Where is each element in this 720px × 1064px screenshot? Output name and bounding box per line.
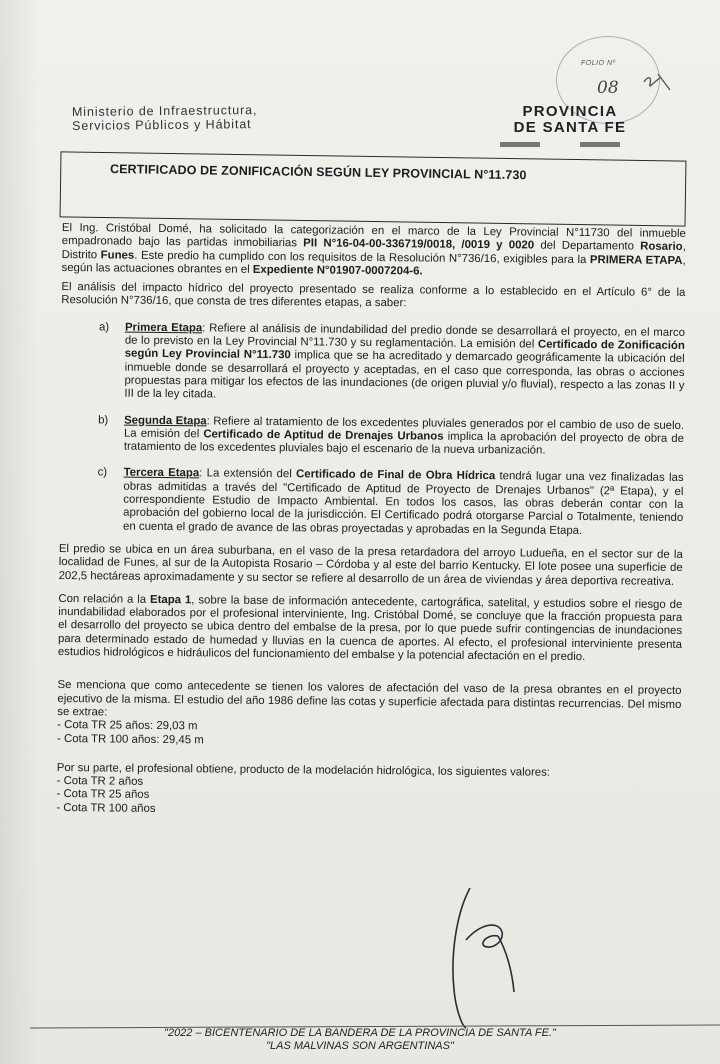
province-logo [502,104,638,136]
footer [0,1027,720,1053]
antecedent-paragraph: Se menciona que como antecedente se tienen los valores de afectación del vaso de la presa obrantes en el proyecto ejecutivo de la misma. El estudio del año 1986 define las cotas y superficie afectada para distintas recurrencias. Del mismo se extrae: [57,679,682,719]
certificate-title: CERTIFICADO DE ZONIFICACIÓN SEGÚN LEY PROVINCIAL N°11.730 [109,162,527,183]
ministry-line-1: Ministerio de Infraestructura, [71,103,258,119]
stage-label: a) [98,321,110,334]
location-paragraph: El predio se ubica en un área suburbana, en el vaso de la presa retardadora del arroyo Ludueña, en el sector sur de la localidad de Funes, al sur de la Autopista Rosario – Córdoba y al este del barrio Kentucky. El lote posee una superficie de 202,5 hectáreas aproximadamente y su sector se refiere al desarrollo de un área de viviendas y área deportiva recreativa. [58,542,683,588]
province-line-2: DE SANTA FE [513,119,627,136]
page-edge-shadow [0,0,40,1064]
handwritten-signature [440,880,560,1030]
folio-label: FOLIO Nº [581,60,616,67]
intro-paragraph: El Ing. Cristóbal Domé, ha solicitado la categorización en el marco de la Ley Provincial N°11730 del inmueble empadronado bajo las partidas inmobiliarias PII N°16-04-00-336719/0018, /0019 y 0020 del Departamento Rosario, Distrito Funes. Este predio ha cumplido con los requisitos de la Resolución N°736/16, exigibles para la PRIMERA ETAPA, según las actuaciones obrantes en el Expediente N°01907-0007204-6. [61,222,686,278]
antecedent-value: - Cota TR 100 años: 29,45 m [56,732,204,746]
model-paragraph: Por su parte, el profesional obtiene, producto de la modelación hidrológica, los siguientes valores: [56,761,551,779]
footer-line-2: "LAS MALVINAS SON ARGENTINAS" [266,1040,454,1052]
document-body [56,222,686,821]
stage-text: Primera Etapa: Refiere al análisis de inundabilidad del predio donde se desarrollará el proyecto, en el marco de lo previsto en la Ley Provincial N°11.730 y su reglamentación. La emisión del Certificado de Zonificación según Ley Provincial N°11.730 implica que se ha acreditado y demarcado geográficamente la ubicación del inmueble donde se desarrollará el proyecto y aceptadas, en el caso que corresponda, las obras o acciones propuestas para mitigar los efectos de las inundaciones (de origen pluvial y/o fluvial), respecto a las zonas II y III de la ley citada. [124,321,686,401]
stage-label: c) [97,466,108,479]
footer-line-1: "2022 – BICENTENARIO DE LA BANDERA DE LA PROVINCIA DE SANTA FE." [164,1027,556,1039]
stage-item-b [60,414,684,460]
model-value: - Cota TR 2 años [56,775,144,788]
stage-label: b) [98,413,109,427]
stage-item-c [59,466,684,538]
antecedent-value: - Cota TR 25 años: 29,03 m [57,719,198,733]
folio-number: 08 [597,78,619,98]
ministry-line-2: Servicios Públicos y Hábitat [72,117,252,133]
province-logo-bars [500,142,624,148]
ministry-header [72,103,258,133]
stage-text: Segunda Etapa: Refiere al tratamiento de los excedentes pluviales generados por el cambio de uso de suelo. La emisión del Certificado de Aptitud de Drenajes Urbanos implica la aprobación del proyecto de obra de tratamiento de los excedentes pluviales bajo el escenario de la nueva urbanización. [123,414,685,457]
stage-item-a [60,321,685,407]
stage-text: Tercera Etapa: La extensión del Certificado de Final de Obra Hídrica tendrá lugar una vez finalizadas las obras admitidas a través del "Certificado de Aptitud de Proyecto de Drenajes Urbanos" (2ª Etapa), y el correspondiente Estudio de Impacto Ambiental. En todos los casos, las obras deberán contar con la aprobación del gobierno local de la jurisdicción. El Certificado podrá otorgarse Parcial o Totalmente, teniendo en cuenta el grado de avance de las obras proyectadas y aprobadas en la Segunda Etapa. [123,467,684,537]
province-line-1: PROVINCIA [522,103,618,120]
model-value: - Cota TR 100 años [56,801,156,815]
stage1-paragraph: Con relación a la Etapa 1, sobre la base de información antecedente, cartográfica, satelital, y estudios sobre el riesgo de inundabilidad elaborados por el profesional interviniente, Ing. Cristóbal Domé, se concluye que la fracción propuesta para el desarrollo del proyecto se ubica dentro del embalse de la presa, por lo que puede sufrir contingencias de inundaciones para determinado estado de humedad y lluvias en la cuenca de aportes. Al efecto, el profesional interviniente presenta estudios hidrológicos e hidráulicos del funcionamiento del embalse y la potencial afectación en el predio. [57,592,683,664]
model-value: - Cota TR 25 años [56,788,150,802]
analysis-intro-paragraph: El análisis del impacto hídrico del proyecto presentado se realiza conforme a lo establecido en el Artículo 6° de la Resolución N°736/16, que consta de tres diferentes etapas, a saber: [61,281,686,310]
